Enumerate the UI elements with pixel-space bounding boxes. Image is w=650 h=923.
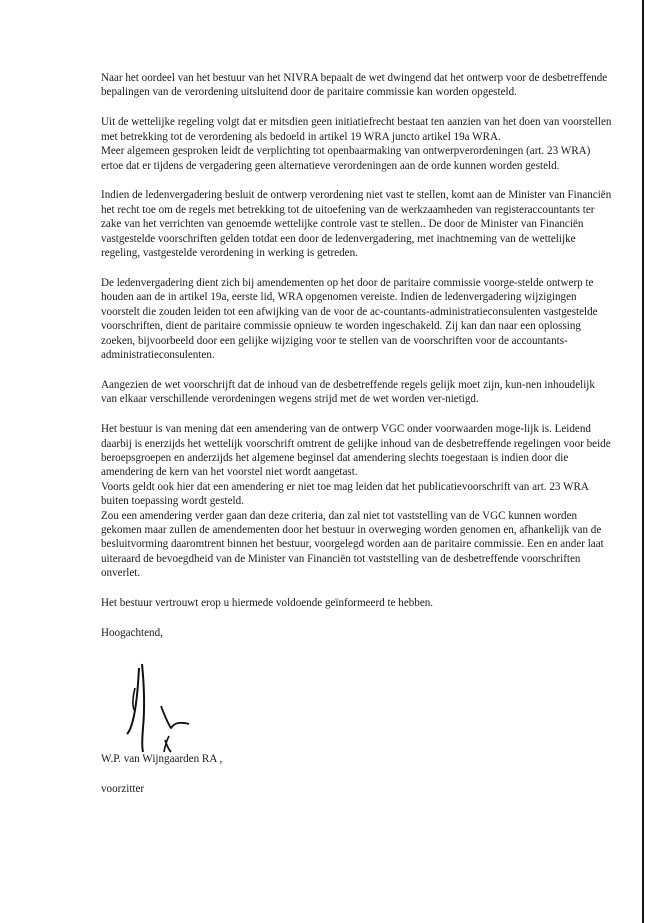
handwritten-signature — [109, 648, 219, 753]
letter-body — [101, 71, 613, 812]
page-edge-line — [642, 0, 644, 923]
signatory-role: voorzitter — [101, 782, 145, 795]
paragraph: De ledenvergadering dient zich bij amendementen op het door de paritaire commissie voorge-stelde ontwerp te houden aan de in artikel 19a, eerste lid, WRA opgenomen vereiste. Indien de ledenvergadering wijzigingen voorstelt die zouden leiden tot een afwijking van de voor de ac-countants-administratieconsulenten vastgestelde voorschriften, dient de paritaire commissie opnieuw te worden ingeschakeld. Zij kan dan naar een oplossing zoeken, bijvoorbeeld door een gelijke wijziging voor te stellen van de voorschriften voor de accountants-administratieconsulenten. — [101, 276, 598, 361]
paragraph: Zou een amendering verder gaan dan deze criteria, dan zal niet tot vaststelling van de VGC kunnen worden gekomen maar zullen de amendementen door het bestuur in overweging worden genomen en, afhankelijk van de besluitvorming daaromtrent binnen het bestuur, voorgelegd worden aan de paritaire commissie. Een en ander laat uiteraard de bevoegdheid van de Minister van Financiën tot vaststelling van de desbetreffende voorschriften onverlet. — [101, 509, 604, 580]
signatory-name: W.P. van Wijngaarden RA , — [101, 753, 223, 765]
closing-salutation: Hoogachtend, — [101, 627, 163, 640]
paragraph: Het bestuur is van mening dat een amendering van de ontwerp VGC onder voorwaarden moge-lijk is. Leidend daarbij is enerzijds het wettelijk voorschrift omtrent de gelijke inhoud van de desbetreffende regelingen voor beide beroepsgroepen en anderzijds het algemene beginsel dat amendering slechts toegestaan is indien door die amendering de kern van het voorstel niet wordt aangetast. — [101, 423, 611, 479]
paragraph: Indien de ledenvergadering besluit de ontwerp verordening niet vast te stellen, komt aan de Minister van Financiën het recht toe om de regels met betrekking tot de uitoefening van de werkzaamheden van registeraccountants ter zake van het verrichten van genoemde wettelijke controle vast te stellen.. De door de Minister van Financiën vastgestelde voorschriften gelden totdat een door de ledenvergadering, met inachtneming van de wettelijke regeling, vastgestelde verordening in werking is getreden. — [101, 189, 612, 260]
paragraph: Uit de wettelijke regeling volgt dat er mitsdien geen initiatiefrecht bestaat ten aanzien van het doen van voorstellen met betrekking tot de verordening als bedoeld in artikel 19 WRA juncto artikel 19a WRA. — [101, 116, 612, 143]
paragraph: Aangezien de wet voorschrijft dat de inhoud van de desbetreffende regels gelijk moet zijn, kun-nen inhoudelijk van elkaar verschillende verordeningen wegens strijd met de wet worden ver-nietigd. — [101, 378, 595, 406]
paragraph: Meer algemeen gesproken leidt de verplichting tot openbaarmaking van ontwerpverordeningen (art. 23 WRA) ertoe dat er tijdens de vergadering geen alternatieve verordeningen aan de orde kunnen worden gesteld. — [101, 145, 591, 172]
paragraph: Het bestuur vertrouwt erop u hiermede voldoende geïnformeerd te hebben. — [101, 597, 434, 610]
signature-block — [101, 656, 613, 752]
paragraph: Voorts geldt ook hier dat een amendering er niet toe mag leiden dat het publicatievoorschrift van art. 23 WRA buiten toepassing wordt gesteld. — [101, 480, 589, 508]
paragraph: Naar het oordeel van het bestuur van het NIVRA bepaalt de wet dwingend dat het ontwerp voor de desbetreffende bepalingen van de verordening uitsluitend door de paritaire commissie kan worden opgesteld. — [101, 72, 608, 99]
